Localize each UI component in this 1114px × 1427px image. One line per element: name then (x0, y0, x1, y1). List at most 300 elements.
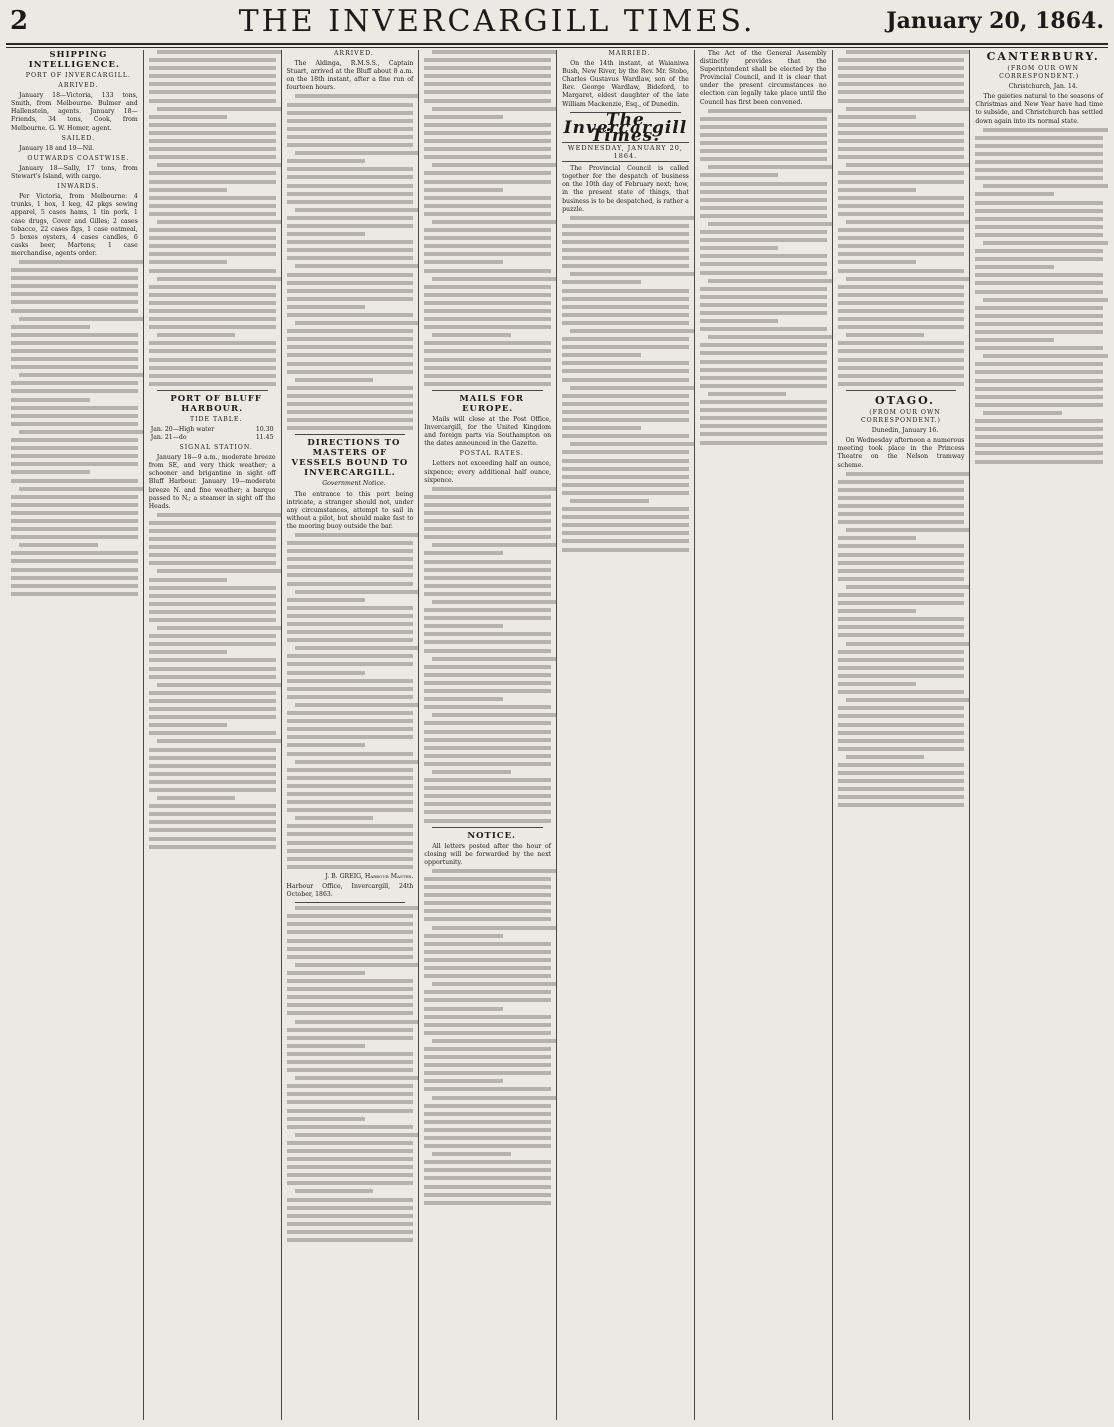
print-line (149, 349, 276, 353)
print-line (975, 144, 1103, 148)
print-line (424, 762, 551, 766)
print-line (424, 608, 551, 612)
print-line (149, 578, 228, 582)
print-line (424, 188, 503, 192)
print-line (287, 273, 414, 277)
print-line (424, 665, 551, 669)
print-line (287, 565, 414, 569)
print-line (838, 779, 965, 783)
print-line (424, 196, 551, 200)
print-line (846, 755, 925, 759)
print-line (157, 163, 282, 167)
print-line (287, 1028, 414, 1032)
print-line (562, 450, 689, 454)
print-line (287, 776, 414, 780)
print-line (838, 188, 917, 192)
print-line (562, 475, 689, 479)
print-line (11, 519, 138, 523)
print-line (149, 341, 276, 345)
print-line (149, 529, 276, 533)
print-line (838, 512, 965, 516)
print-line (432, 982, 557, 986)
print-line (562, 369, 689, 373)
print-line (424, 958, 551, 962)
print-line (149, 325, 276, 329)
print-line (838, 147, 965, 151)
print-line (838, 244, 965, 248)
print-line (846, 585, 971, 589)
print-line (838, 633, 965, 637)
print-line (424, 877, 551, 881)
print-line (432, 1039, 557, 1043)
divider (432, 827, 543, 828)
print-line (562, 507, 689, 511)
print-line (838, 561, 965, 565)
print-line (295, 963, 420, 967)
print-line (287, 248, 414, 252)
print-line (424, 893, 551, 897)
print-line (838, 58, 965, 62)
page-number: 2 (10, 6, 29, 36)
print-line (424, 730, 551, 734)
illegible-print-block (838, 50, 965, 386)
print-line (975, 362, 1103, 366)
print-line (562, 410, 689, 414)
illegible-print-block (11, 260, 138, 596)
print-line (838, 115, 917, 119)
print-line (157, 277, 282, 281)
print-line (287, 914, 414, 918)
port-heading: PORT OF INVERCARGILL. (25, 72, 131, 79)
print-line (287, 622, 414, 626)
print-line (562, 531, 689, 535)
print-line (838, 714, 965, 718)
print-line (149, 366, 276, 370)
print-line (295, 590, 420, 594)
print-line (975, 201, 1103, 205)
print-line (424, 147, 551, 151)
print-line (287, 1036, 414, 1040)
print-line (838, 674, 965, 678)
print-line (149, 658, 276, 662)
print-line (424, 252, 551, 256)
print-line (149, 301, 276, 305)
print-line (700, 441, 827, 445)
print-line (424, 1104, 551, 1108)
print-line (295, 906, 420, 910)
print-line (838, 593, 965, 597)
print-line (424, 681, 551, 685)
print-line (562, 321, 689, 325)
print-line (149, 748, 276, 752)
print-line (975, 427, 1103, 431)
print-line (424, 1136, 551, 1140)
print-line (700, 238, 827, 242)
canterbury-heading: CANTERBURY. (986, 50, 1100, 63)
issue-date: January 20, 1864. (886, 8, 1104, 34)
print-line (700, 360, 827, 364)
print-line (287, 1060, 414, 1064)
signature-place: Harbour Office, Invercargill, 24th October, 1863. (286, 883, 414, 899)
print-line (838, 382, 965, 386)
print-line (149, 521, 276, 525)
print-line (287, 159, 366, 163)
print-line (287, 1173, 414, 1177)
print-line (975, 387, 1103, 391)
print-line (562, 289, 689, 293)
print-line (562, 313, 689, 317)
print-line (11, 365, 138, 369)
print-line (287, 939, 414, 943)
otago-subheading: (FROM OUR OWN CORRESPONDENT.) (860, 408, 941, 425)
print-line (157, 50, 282, 54)
print-line (149, 634, 276, 638)
print-line (149, 618, 276, 622)
print-line (11, 535, 138, 539)
tide-time: 11.45 (255, 434, 274, 442)
print-line (287, 1044, 366, 1048)
print-line (424, 349, 551, 353)
print-line (11, 503, 138, 507)
print-line (975, 136, 1103, 140)
print-line (149, 642, 276, 646)
print-line (295, 94, 420, 98)
print-line (149, 382, 276, 386)
print-line (287, 1092, 414, 1096)
print-line (287, 1052, 414, 1056)
print-line (287, 1198, 414, 1202)
print-line (149, 147, 276, 151)
mail-heading: MAILS FOR EUROPE. (459, 393, 524, 414)
print-line (287, 216, 414, 220)
sailed-heading: SAILED. (61, 134, 96, 142)
print-line (700, 125, 827, 129)
print-line (424, 551, 503, 555)
print-line (975, 281, 1103, 285)
print-line (432, 543, 557, 547)
print-line (424, 950, 551, 954)
print-line (11, 309, 138, 313)
print-line (295, 1076, 420, 1080)
print-line (700, 303, 827, 307)
illegible-print-block (149, 50, 276, 386)
print-line (838, 795, 965, 799)
print-line (562, 459, 689, 463)
print-line (287, 175, 414, 179)
print-line (424, 1079, 503, 1083)
print-line (700, 351, 827, 355)
print-line (975, 160, 1103, 164)
masthead (0, 0, 1114, 42)
arrived-text: January 18—Victoria, 133 tons, Smith, from Melbourne. Bulmer and Hallenstein, agents. January 18—Friends, 34 tons, Cook, from Melbourne. G. W. Homer, agent. (11, 92, 138, 132)
print-line (975, 346, 1103, 350)
print-line (700, 295, 827, 299)
print-line (846, 333, 925, 337)
print-line (700, 214, 827, 218)
print-line (838, 317, 965, 321)
print-line (287, 1117, 366, 1121)
print-line (295, 378, 374, 382)
print-line (11, 438, 138, 442)
directions-text: The entrance to this port being intricate, a stranger should not, under any circumstances, attempt to sail in without a pilot, but should make fast to the mooring buoy outside the bar. (286, 490, 414, 530)
print-line (149, 650, 228, 654)
print-line (838, 123, 965, 127)
print-line (287, 582, 414, 586)
print-line (838, 706, 965, 710)
print-line (11, 446, 138, 450)
print-line (975, 322, 1103, 326)
print-line (11, 406, 138, 410)
otago-dateline: Dunedin, January 16. (871, 427, 939, 435)
print-line (562, 539, 689, 543)
otago-heading: OTAGO. (875, 393, 935, 407)
print-line (838, 155, 965, 159)
print-line (287, 1181, 414, 1185)
print-line (149, 317, 276, 321)
print-line (838, 553, 965, 557)
print-line (424, 82, 551, 86)
print-line (287, 418, 414, 422)
print-line (562, 232, 689, 236)
print-line (149, 715, 276, 719)
print-line (149, 788, 276, 792)
print-line (149, 90, 276, 94)
print-line (149, 675, 276, 679)
print-line (424, 576, 551, 580)
print-line (287, 557, 414, 561)
print-line (424, 738, 551, 742)
married-text: On the 14th instant, at Waianiwa Bush, New River, by the Rev. Mr. Stobo, Charles Gustavus Wardlaw, son of the Rev. George Wardlaw, Bideford, to Margaret, eldest daughter of the late William Mackenzie, Esq., of Dunedin. (562, 60, 689, 108)
section-heading: SHIPPING INTELLIGENCE. (28, 50, 120, 70)
print-line (149, 537, 276, 541)
print-line (432, 1152, 511, 1156)
print-line (287, 1165, 414, 1169)
print-line (287, 573, 414, 577)
print-line (287, 353, 414, 357)
print-line (287, 638, 414, 642)
print-line (562, 305, 689, 309)
print-line (287, 289, 414, 293)
print-line (838, 787, 965, 791)
print-line (424, 998, 551, 1002)
print-line (432, 333, 511, 337)
print-line (562, 361, 689, 365)
print-line (287, 1206, 414, 1210)
print-line (157, 683, 282, 687)
print-line (975, 265, 1054, 269)
inwards-text: Per Victoria, from Melbourne: 4 trunks, 1 box, 1 keg, 42 pkgs sewing apparel, 5 cases hams, 1 tin pork, 1 case drugs, Cover and Gilles; 2 cases tobacco, 22 cases figs, 1 case oatmeal, 5 boxes oysters, 4 cases candles, 6 casks beer, Martens; 1 case merchandise, agents order. (11, 193, 138, 257)
print-line (570, 272, 695, 276)
print-line (708, 222, 833, 226)
print-line (424, 942, 551, 946)
print-line (149, 845, 276, 849)
print-line (838, 309, 965, 313)
sailed-text: January 18 and 19—Nil. (19, 144, 95, 152)
print-line (838, 520, 965, 524)
print-line (562, 337, 689, 341)
print-line (562, 256, 689, 260)
mail-text: Mails will close at the Post Office, Invercargill, for the United Kingdom and foreign parts via Southampton on the dates announced in the Gazette. (424, 415, 552, 448)
tide-row (149, 426, 276, 434)
print-line (287, 127, 414, 131)
print-line (700, 400, 827, 404)
print-line (975, 338, 1054, 342)
print-line (846, 220, 971, 224)
print-line (700, 287, 827, 291)
print-line (700, 246, 779, 250)
print-line (838, 803, 965, 807)
canterbury-subheading: (FROM OUR OWN CORRESPONDENT.) (999, 65, 1080, 81)
divider (157, 390, 268, 391)
print-line (700, 149, 827, 153)
print-line (975, 273, 1103, 277)
print-line (287, 995, 414, 999)
print-line (838, 544, 965, 548)
print-line (432, 713, 557, 717)
print-line (562, 378, 689, 382)
print-line (838, 358, 965, 362)
illegible-print-block (562, 216, 689, 552)
print-line (432, 600, 557, 604)
print-line (149, 58, 276, 62)
print-line (700, 368, 827, 372)
print-line (11, 349, 138, 353)
print-line (975, 192, 1054, 196)
print-line (149, 123, 276, 127)
print-line (424, 1031, 551, 1035)
print-line (11, 422, 138, 426)
leader-text: The Provincial Council is called together for the despatch of business on the 10th day of February next; how, in the present state of things, that business is to be despatched, is rather a puzzle. (562, 165, 689, 213)
print-line (11, 357, 138, 361)
print-line (287, 135, 414, 139)
print-line (424, 689, 551, 693)
print-line (700, 157, 827, 161)
print-line (149, 723, 228, 727)
print-line (287, 711, 414, 715)
print-line (287, 281, 414, 285)
print-line (149, 99, 276, 103)
print-line (295, 1133, 420, 1137)
print-line (424, 885, 551, 889)
tide-table (149, 426, 276, 442)
print-line (432, 50, 557, 54)
print-line (424, 584, 551, 588)
notice-text: All letters posted after the hour of closing will be forwarded by the next opportunity. (424, 842, 552, 866)
print-line (562, 483, 689, 487)
divider (846, 390, 957, 391)
print-line (149, 74, 276, 78)
print-line (975, 419, 1103, 423)
print-line (287, 841, 414, 845)
print-line (570, 216, 695, 220)
column-8 (970, 50, 1108, 1420)
print-line (700, 311, 827, 315)
print-line (838, 131, 965, 135)
print-line (424, 90, 551, 94)
print-line (157, 626, 282, 630)
print-line (149, 115, 228, 119)
print-line (11, 276, 138, 280)
print-line (424, 358, 551, 362)
print-line (149, 602, 276, 606)
print-line (424, 1144, 551, 1148)
print-line (287, 549, 414, 553)
print-line (570, 386, 695, 390)
print-line (287, 800, 414, 804)
print-line (700, 133, 827, 137)
print-line (700, 424, 827, 428)
print-line (700, 343, 827, 347)
print-line (424, 301, 551, 305)
print-line (424, 228, 551, 232)
print-line (562, 523, 689, 527)
divider (295, 902, 406, 903)
column-4 (419, 50, 557, 1420)
print-line (295, 321, 420, 325)
print-line (149, 731, 276, 735)
print-line (19, 487, 144, 491)
print-line (157, 107, 282, 111)
print-line (432, 869, 557, 873)
print-line (149, 837, 276, 841)
print-line (424, 1128, 551, 1132)
print-line (424, 819, 551, 823)
print-line (149, 667, 276, 671)
print-line (424, 592, 551, 596)
print-line (157, 220, 282, 224)
print-line (700, 173, 779, 177)
print-line (700, 327, 827, 331)
print-line (432, 657, 557, 661)
print-line (975, 152, 1103, 156)
print-line (287, 614, 414, 618)
print-line (295, 646, 420, 650)
column-6 (695, 50, 833, 1420)
print-line (838, 650, 965, 654)
print-line (11, 511, 138, 515)
print-line (149, 691, 276, 695)
print-line (424, 212, 551, 216)
print-line (287, 743, 366, 747)
print-line (287, 598, 366, 602)
print-line (838, 496, 965, 500)
print-line (424, 1063, 551, 1067)
print-line (424, 99, 551, 103)
print-line (424, 171, 551, 175)
print-line (149, 180, 276, 184)
print-line (562, 240, 689, 244)
print-line (287, 687, 414, 691)
print-line (838, 771, 965, 775)
print-line (424, 934, 503, 938)
print-line (149, 561, 276, 565)
print-line (975, 443, 1103, 447)
print-line (287, 792, 414, 796)
print-line (708, 335, 833, 339)
married-heading: MARRIED. (608, 50, 651, 57)
print-line (149, 196, 276, 200)
print-line (562, 264, 689, 268)
column-1 (6, 50, 144, 1420)
print-line (287, 143, 414, 147)
print-line (700, 230, 827, 234)
tide-row (149, 434, 276, 442)
inwards-heading: INWARDS. (57, 183, 100, 191)
print-line (432, 1096, 557, 1100)
print-line (287, 362, 414, 366)
print-line (424, 317, 551, 321)
print-line (838, 99, 965, 103)
